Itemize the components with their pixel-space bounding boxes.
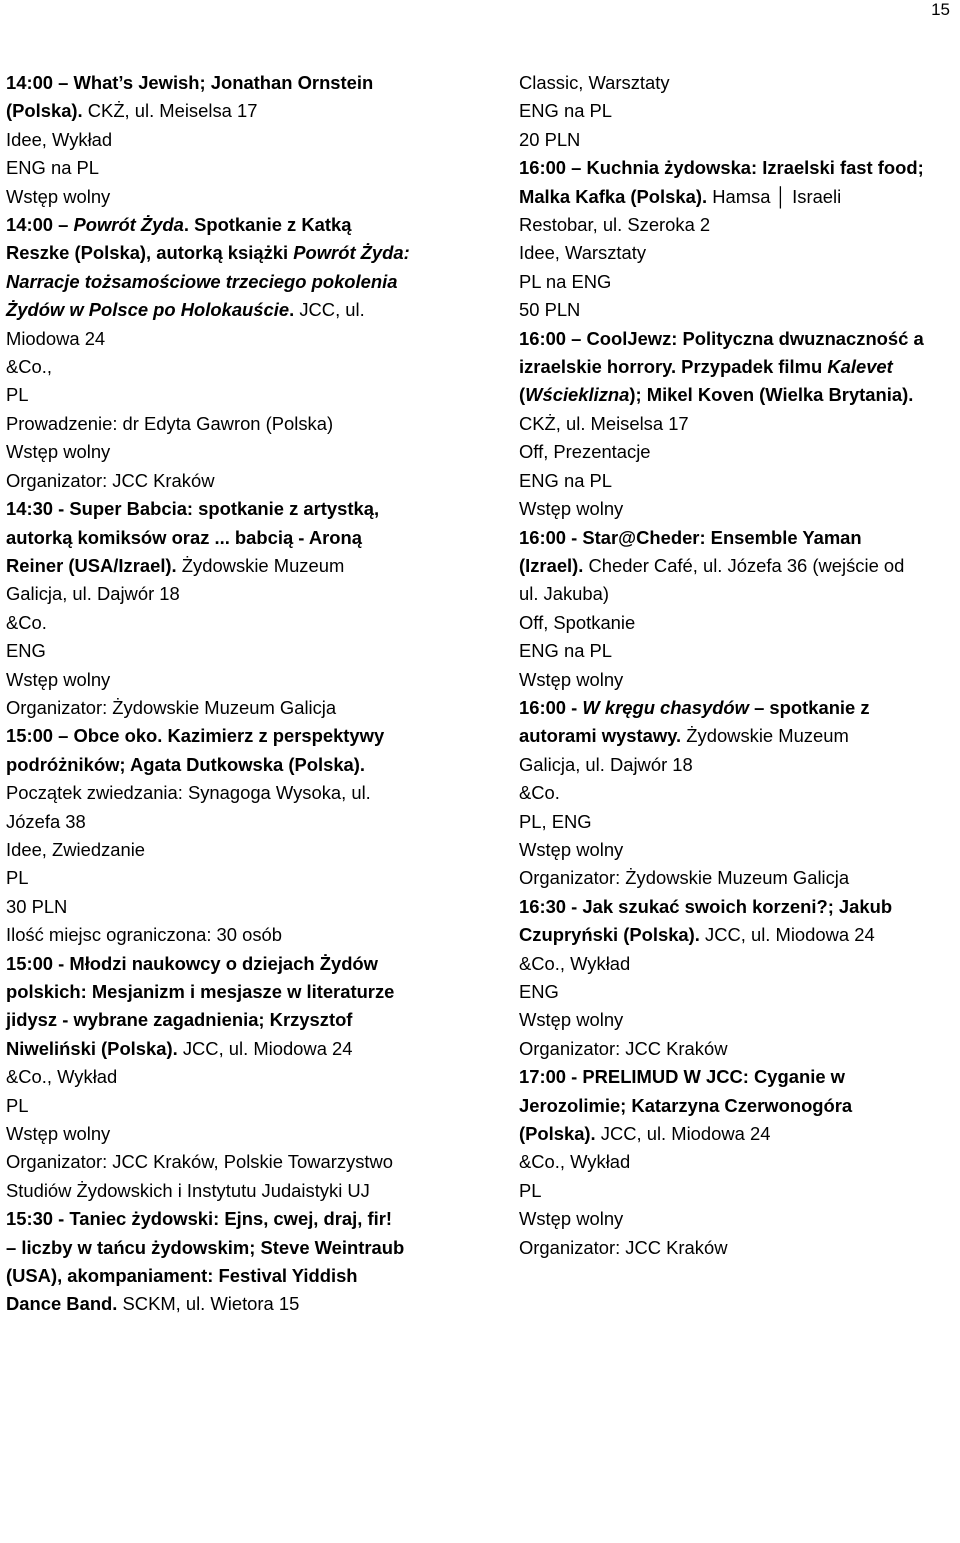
event-detail-line: Organizator: Żydowskie Muzeum Galicja (519, 867, 850, 889)
event-title-segment: (Izrael). (519, 554, 589, 576)
event-listing (519, 325, 960, 524)
event-title-segment: . Spotkanie z Katką (183, 214, 352, 236)
event-heading-line (519, 1092, 960, 1120)
event-heading-line (6, 495, 480, 523)
event-heading-line (6, 325, 480, 353)
event-detail-line: &Co., Wykład (519, 1151, 631, 1173)
event-venue-segment: SCKM, ul. Wietora 15 (122, 1293, 300, 1315)
event-heading-line (519, 410, 960, 438)
event-heading-line (6, 978, 480, 1006)
event-detail-line: Prowadzenie: dr Edyta Gawron (Polska) (6, 412, 334, 434)
event-detail-line: Wstęp wolny (519, 498, 624, 520)
event-heading-line (6, 1234, 480, 1262)
event-listing (6, 69, 480, 211)
event-venue-segment: ul. Jakuba) (519, 583, 609, 605)
event-detail-line: ENG na PL (519, 469, 613, 491)
event-heading-line (6, 751, 480, 779)
event-heading-line (6, 1290, 480, 1318)
event-title-segment: – liczby w tańcu żydowskim; Steve Weintraub (6, 1236, 405, 1258)
event-heading-line (6, 808, 480, 836)
page-number: 15 (931, 0, 950, 19)
event-title-segment: Żydów w Polsce po Holokauście (6, 299, 290, 321)
event-venue-segment: Miodowa 24 (6, 327, 106, 349)
event-venue-segment: JCC, ul. Miodowa 24 (182, 1037, 353, 1059)
event-venue-segment: Galicja, ul. Dajwór 18 (6, 583, 180, 605)
event-heading-line (6, 1205, 480, 1233)
event-heading-line (519, 552, 960, 580)
event-title-segment: W kręgu chasydów (582, 696, 749, 718)
event-heading-line (6, 97, 480, 125)
event-detail-line: &Co., Wykład (519, 952, 631, 974)
event-listing (519, 694, 960, 893)
event-detail-line: Wstęp wolny (519, 838, 624, 860)
event-detail-line: Ilość miejsc ograniczona: 30 osób (6, 924, 283, 946)
event-heading-line (6, 950, 480, 978)
event-heading-line (519, 1063, 960, 1091)
event-heading-line (519, 751, 960, 779)
event-title-segment: ( (519, 384, 526, 406)
event-title-segment: Dance Band. (6, 1293, 123, 1315)
event-title-segment: Wścieklizna (525, 384, 630, 406)
event-title-segment: ); Mikel Koven (Wielka Brytania). (629, 384, 914, 406)
event-detail-line: PL (6, 1094, 29, 1116)
event-title-segment: Powrót Żyda (73, 214, 184, 236)
event-heading-line (519, 154, 960, 182)
event-heading-line (519, 722, 960, 750)
event-title-segment: polskich: Mesjanizm i mesjasze w literaturze (6, 981, 395, 1002)
event-title-segment: 16:00 - (519, 696, 583, 718)
event-venue-segment: Żydowskie Muzeum (181, 554, 345, 576)
event-heading-line (6, 268, 480, 296)
event-detail-line: PL, ENG (519, 810, 592, 832)
event-detail-line: Organizator: JCC Kraków (519, 1236, 728, 1258)
event-heading-line (6, 296, 480, 324)
event-detail-line: 20 PLN (519, 128, 581, 150)
event-detail-line: PL (519, 1179, 542, 1201)
event-title-segment: Malka Kafka (Polska). (519, 185, 713, 207)
event-detail-line: Wstęp wolny (519, 1009, 624, 1031)
event-detail-line: 50 PLN (519, 299, 581, 321)
event-heading-line (519, 524, 960, 552)
event-title-segment: 14:30 - Super Babcia: spotkanie z artystką, (6, 498, 380, 520)
event-detail-line: &Co. (6, 611, 47, 633)
event-title-segment: Kalevet (827, 356, 893, 378)
event-title-segment: izraelskie horrory. Przypadek filmu (519, 356, 828, 378)
event-heading-line (519, 893, 960, 921)
event-title-segment: (Polska). (519, 1123, 601, 1145)
event-title-segment: Reszke (Polska), autorką książki (6, 242, 294, 264)
event-heading-line (6, 211, 480, 239)
event-detail-line: Off, Prezentacje (519, 441, 651, 463)
event-heading-line (6, 580, 480, 608)
event-detail-line: &Co. (519, 782, 560, 804)
event-title-segment: (USA), akompaniament: Festival Yiddish (6, 1265, 358, 1287)
event-heading-line (6, 722, 480, 750)
event-title-segment: 14:00 – What’s Jewish; Jonathan Ornstein (6, 72, 374, 93)
event-title-segment: 16:00 – CoolJewz: Polityczna dwuznaczność a (519, 327, 924, 349)
event-heading-line (519, 183, 960, 211)
event-heading-line (519, 580, 960, 608)
event-title-segment: 15:00 – Obce oko. Kazimierz z perspektywy (6, 725, 385, 747)
event-detail-line: Wstęp wolny (519, 1208, 624, 1230)
event-detail-line: Studiów Żydowskich i Instytutu Judaistyki UJ (6, 1179, 370, 1201)
event-venue-segment: Hamsa │ Israeli (712, 185, 842, 207)
event-title-segment: 14:00 – (6, 214, 74, 236)
event-venue-segment: JCC, ul. Miodowa 24 (705, 924, 875, 946)
event-detail-line: ENG na PL (519, 640, 613, 662)
event-heading-line (6, 239, 480, 267)
event-heading-line (6, 69, 480, 97)
event-detail-line: PL (6, 867, 29, 889)
event-detail-line: PL (6, 384, 29, 406)
event-heading-line (6, 1035, 480, 1063)
event-title-segment: 15:30 - Taniec żydowski: Ejns, cwej, draj, fir! (6, 1208, 392, 1230)
event-listing (6, 495, 480, 722)
event-title-segment: 17:00 - PRELIMUD W JCC: Cyganie w (519, 1066, 845, 1088)
event-venue-segment: Cheder Café, ul. Józefa 36 (wejście od (588, 554, 905, 576)
event-detail-line: Wstęp wolny (519, 668, 624, 690)
event-detail-line: Wstęp wolny (6, 668, 111, 690)
event-title-segment: 16:00 - Star@Cheder: Ensemble Yaman (519, 526, 862, 548)
event-heading-line (6, 779, 480, 807)
event-listing (6, 211, 480, 495)
event-detail-line: ENG (519, 981, 559, 1002)
event-heading-line (519, 325, 960, 353)
right-column (519, 69, 960, 1262)
event-venue-segment: Galicja, ul. Dajwór 18 (519, 753, 693, 775)
event-title-segment: jidysz - wybrane zagadnienia; Krzysztof (6, 1009, 353, 1031)
event-listing (6, 1205, 480, 1319)
event-listing (519, 154, 960, 324)
event-detail-line: Idee, Wykład (6, 128, 113, 150)
event-title-segment: podróżników; Agata Dutkowska (Polska). (6, 753, 366, 775)
event-detail-line: Idee, Zwiedzanie (6, 838, 146, 860)
event-venue-segment: CKŻ, ul. Meiselsa 17 (87, 100, 258, 122)
event-detail-line: ENG na PL (519, 100, 613, 122)
event-detail-line: Organizator: Żydowskie Muzeum Galicja (6, 696, 337, 718)
event-heading-line (519, 1120, 960, 1148)
event-listing (519, 893, 960, 1063)
event-listing (519, 524, 960, 694)
event-title-segment: 15:00 - Młodzi naukowcy o dziejach Żydów (6, 952, 378, 974)
event-title-segment: Niweliński (Polska). (6, 1037, 183, 1059)
event-title-segment: autorami wystawy. (519, 725, 687, 747)
event-heading-line (519, 353, 960, 381)
event-title-segment: (Polska). (6, 100, 88, 122)
event-heading-line (519, 694, 960, 722)
event-detail-line: Off, Spotkanie (519, 611, 636, 633)
event-detail-line: Classic, Warsztaty (519, 72, 670, 93)
event-detail-line: Idee, Warsztaty (519, 242, 647, 264)
event-title-segment: Narracje tożsamościowe trzeciego pokolenia (6, 270, 398, 292)
event-title-segment: 16:30 - Jak szukać swoich korzeni?; Jakub (519, 895, 893, 917)
event-detail-line: PL na ENG (519, 270, 612, 292)
event-title-segment: Czupryński (Polska). (519, 924, 705, 946)
event-heading-line (6, 1262, 480, 1290)
event-listing (6, 950, 480, 1206)
event-detail-line: 30 PLN (6, 895, 68, 917)
event-detail-line: Organizator: JCC Kraków, Polskie Towarzystwo (6, 1151, 394, 1173)
event-listing (6, 722, 480, 949)
event-detail-line: ENG na PL (6, 157, 100, 179)
event-heading-line (519, 381, 960, 409)
event-title-segment: Powrót Żyda: (293, 242, 410, 264)
event-title-segment: – spotkanie z (748, 696, 870, 718)
event-listing (519, 69, 960, 154)
event-title-segment: 16:00 – Kuchnia żydowska: Izraelski fast food; (519, 157, 924, 179)
event-heading-line (519, 211, 960, 239)
event-venue-segment: Józefa 38 (6, 810, 86, 832)
event-heading-line (6, 524, 480, 552)
event-detail-line: &Co., (6, 356, 52, 378)
event-title-segment: . (289, 299, 300, 321)
left-column (6, 69, 480, 1319)
event-detail-line: Organizator: JCC Kraków (519, 1037, 728, 1059)
event-venue-segment: Początek zwiedzania: Synagoga Wysoka, ul. (6, 782, 371, 804)
event-heading-line (6, 1006, 480, 1034)
event-venue-segment: JCC, ul. Miodowa 24 (600, 1123, 771, 1145)
event-detail-line: Wstęp wolny (6, 441, 111, 463)
event-title-segment: Reiner (USA/Izrael). (6, 554, 182, 576)
event-detail-line: Wstęp wolny (6, 185, 111, 207)
event-venue-segment: Restobar, ul. Szeroka 2 (519, 214, 711, 236)
event-venue-segment: Żydowskie Muzeum (686, 725, 849, 747)
event-heading-line (6, 552, 480, 580)
event-heading-line (519, 921, 960, 949)
event-venue-segment: CKŻ, ul. Meiselsa 17 (519, 412, 689, 434)
event-detail-line: ENG (6, 640, 46, 662)
event-venue-segment: JCC, ul. (299, 299, 365, 321)
event-listing (519, 1063, 960, 1262)
event-title-segment: Jerozolimie; Katarzyna Czerwonogóra (519, 1094, 853, 1116)
event-title-segment: autorką komiksów oraz ... babcią - Aroną (6, 526, 362, 548)
event-detail-line: &Co., Wykład (6, 1066, 118, 1088)
event-detail-line: Wstęp wolny (6, 1123, 111, 1145)
event-detail-line: Organizator: JCC Kraków (6, 469, 215, 491)
